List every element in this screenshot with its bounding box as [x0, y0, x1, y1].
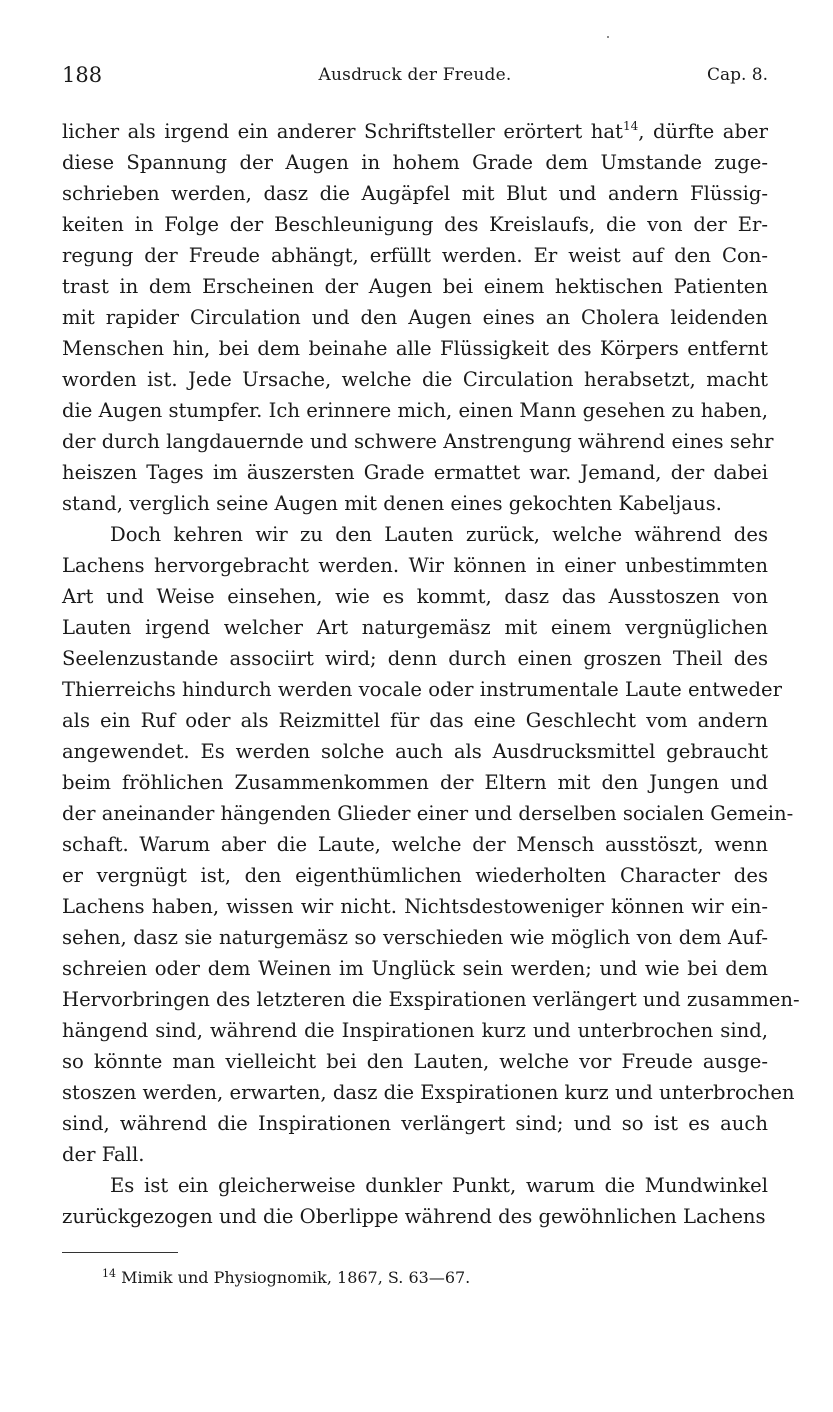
text-line: die Augen stumpfer. Ich erinnere mich, einen Mann gesehen zu haben, — [62, 399, 768, 422]
text-line: Lachens hervorgebracht werden. Wir können in einer unbestimmten — [62, 554, 768, 577]
text-line: so könnte man vielleicht bei den Lauten, welche vor Freude ausge- — [62, 1050, 768, 1073]
text-line: heiszen Tages im äuszersten Grade ermattet war. Jemand, der dabei — [62, 461, 768, 484]
paragraph — [62, 116, 774, 519]
text-line: der Fall. — [62, 1143, 145, 1166]
text-line: Art und Weise einsehen, wie es kommt, dasz das Ausstoszen von — [62, 585, 768, 608]
text-line: Menschen hin, bei dem beinahe alle Flüssigkeit des Körpers entfernt — [62, 337, 768, 360]
text-line: Es ist ein gleicherweise dunkler Punkt, warum die Mundwinkel — [110, 1174, 768, 1197]
text-line: der durch langdauernde und schwere Anstrengung während eines sehr — [62, 430, 774, 453]
text-line: angewendet. Es werden solche auch als Ausdrucksmittel gebraucht — [62, 740, 768, 763]
text-line: Lachens haben, wissen wir nicht. Nichtsdestoweniger können wir ein- — [62, 895, 768, 918]
text-line: worden ist. Jede Ursache, welche die Circulation herabsetzt, macht — [62, 368, 768, 391]
text-line: beim fröhlichen Zusammenkommen der Eltern mit den Jungen und — [62, 771, 768, 794]
text-line: sehen, dasz sie naturgemäsz so verschieden wie möglich von dem Auf- — [62, 926, 768, 949]
body-text — [62, 116, 800, 1232]
text-line: er vergnügt ist, den eigenthümlichen wiederholten Character des — [62, 864, 768, 887]
page-speck — [607, 36, 609, 38]
page-number: 188 — [62, 63, 103, 87]
footnote-rule — [62, 1252, 178, 1253]
paragraph — [62, 519, 800, 1170]
running-title: Ausdruck der Freude. — [318, 65, 512, 85]
text-line: regung der Freude abhängt, erfüllt werden. Er weist auf den Con- — [62, 244, 768, 267]
book-page — [62, 62, 800, 1289]
text-line: hängend sind, während die Inspirationen kurz und unterbrochen sind, — [62, 1019, 768, 1042]
text-line: schaft. Warum aber die Laute, welche der Mensch ausstöszt, wenn — [62, 833, 768, 856]
text-line: mit rapider Circulation und den Augen eines an Cholera leidenden — [62, 306, 768, 329]
text-line: als ein Ruf oder als Reizmittel für das eine Geschlecht vom andern — [62, 709, 768, 732]
text-line: stoszen werden, erwarten, dasz die Exspirationen kurz und unterbrochen — [62, 1081, 795, 1104]
text-line: der aneinander hängenden Glieder einer und derselben socialen Gemein- — [62, 802, 794, 825]
footnote-reference[interactable]: 14 — [622, 119, 639, 133]
text-line: Lauten irgend welcher Art naturgemäsz mit einem vergnüglichen — [62, 616, 768, 639]
paragraph — [62, 1170, 768, 1232]
text-line: trast in dem Erscheinen der Augen bei einem hektischen Patienten — [62, 275, 768, 298]
text-line: zurückgezogen und die Oberlippe während des gewöhnlichen Lachens — [62, 1205, 766, 1228]
text-line: Seelenzustande associirt wird; denn durch einen groszen Theil des — [62, 647, 768, 670]
text-line: Hervorbringen des letzteren die Exspirationen verlängert und zusammen- — [62, 988, 800, 1011]
text-line: schreien oder dem Weinen im Unglück sein werden; und wie bei dem — [62, 957, 768, 980]
footnote — [62, 1267, 768, 1289]
footnote-marker: 14 — [102, 1267, 116, 1280]
text-segment: , dürfte aber — [638, 120, 768, 143]
text-line: sind, während die Inspirationen verlängert sind; und so ist es auch — [62, 1112, 768, 1135]
footnote-text: Mimik und Physiognomik, 1867, S. 63—67. — [121, 1268, 471, 1287]
running-head — [62, 62, 768, 96]
chapter-label: Cap. 8. — [706, 65, 768, 85]
text-line: stand, verglich seine Augen mit denen eines gekochten Kabeljaus. — [62, 492, 722, 515]
text-line — [62, 116, 768, 147]
text-segment: licher als irgend ein anderer Schriftsteller erörtert hat — [62, 120, 623, 143]
text-line: schrieben werden, dasz die Augäpfel mit Blut und andern Flüssig- — [62, 182, 768, 205]
text-line: diese Spannung der Augen in hohem Grade dem Umstande zuge- — [62, 151, 768, 174]
text-line: Thierreichs hindurch werden vocale oder instrumentale Laute entweder — [62, 678, 782, 701]
text-line: keiten in Folge der Beschleunigung des Kreislaufs, die von der Er- — [62, 213, 768, 236]
text-line: Doch kehren wir zu den Lauten zurück, welche während des — [110, 523, 768, 546]
